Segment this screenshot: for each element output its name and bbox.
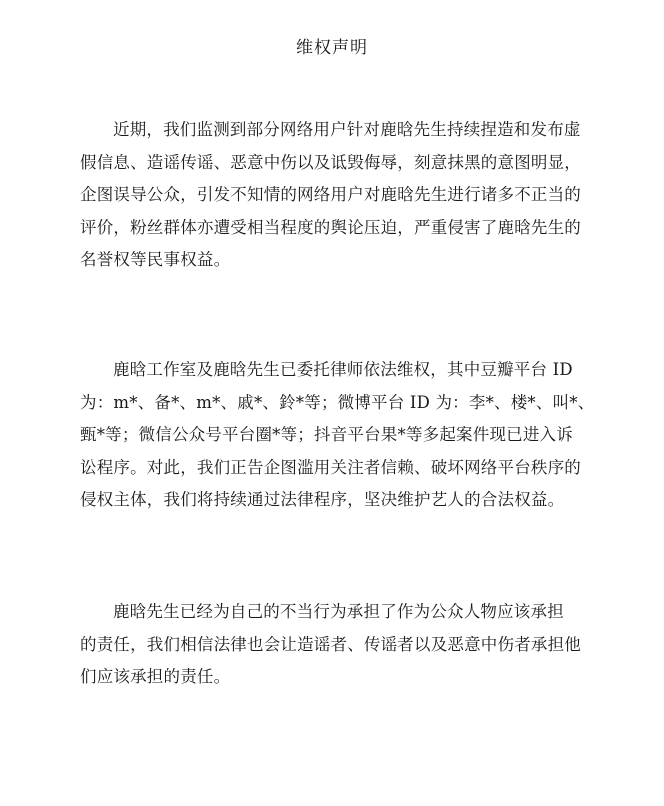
paragraph-line: 评价，粉丝群体亦遭受相当程度的舆论压迫，严重侵害了鹿晗先生的 (80, 217, 581, 237)
paragraph-line: 企图误导公众，引发不知情的网络用户对鹿晗先生进行诸多不正当的 (80, 185, 581, 205)
paragraph-line: 讼程序。对此，我们正告企图滥用关注者信赖、破坏网络平台秩序的 (80, 457, 581, 477)
paragraph-1 (80, 114, 616, 277)
paragraph-line: 的责任，我们相信法律也会让造谣者、传谣者以及恶意中伤者承担他 (80, 634, 581, 654)
paragraph-line: 为：m*、备*、m*、戚*、鈴*等；微博平台 ID 为：李*、楼*、叫*、 (80, 392, 595, 412)
paragraph-line: 鹿晗工作室及鹿晗先生已委托律师依法维权，其中豆瓣平台 ID (113, 360, 573, 379)
paragraph-line: 近期，我们监测到部分网络用户针对鹿晗先生持续捏造和发布虚 (113, 120, 581, 139)
paragraph-line: 鹿晗先生已经为自己的不当行为承担了作为公众人物应该承担 (113, 602, 564, 621)
paragraph-line: 甄*等；微信公众号平台圈*等；抖音平台果*等多起案件现已进入诉 (80, 425, 573, 445)
paragraph-line: 名誉权等民事权益。 (80, 250, 231, 270)
paragraph-3 (80, 596, 616, 694)
paragraph-line: 们应该承担的责任。 (80, 667, 231, 687)
paragraph-line: 侵权主体，我们将持续通过法律程序，坚决维护艺人的合法权益。 (80, 490, 565, 510)
paragraph-line: 假信息、造谣传谣、恶意中伤以及诋毁侮辱，刻意抹黑的意图明显， (80, 152, 581, 172)
paragraph-2 (80, 354, 616, 517)
document-title: 维权声明 (296, 38, 368, 58)
